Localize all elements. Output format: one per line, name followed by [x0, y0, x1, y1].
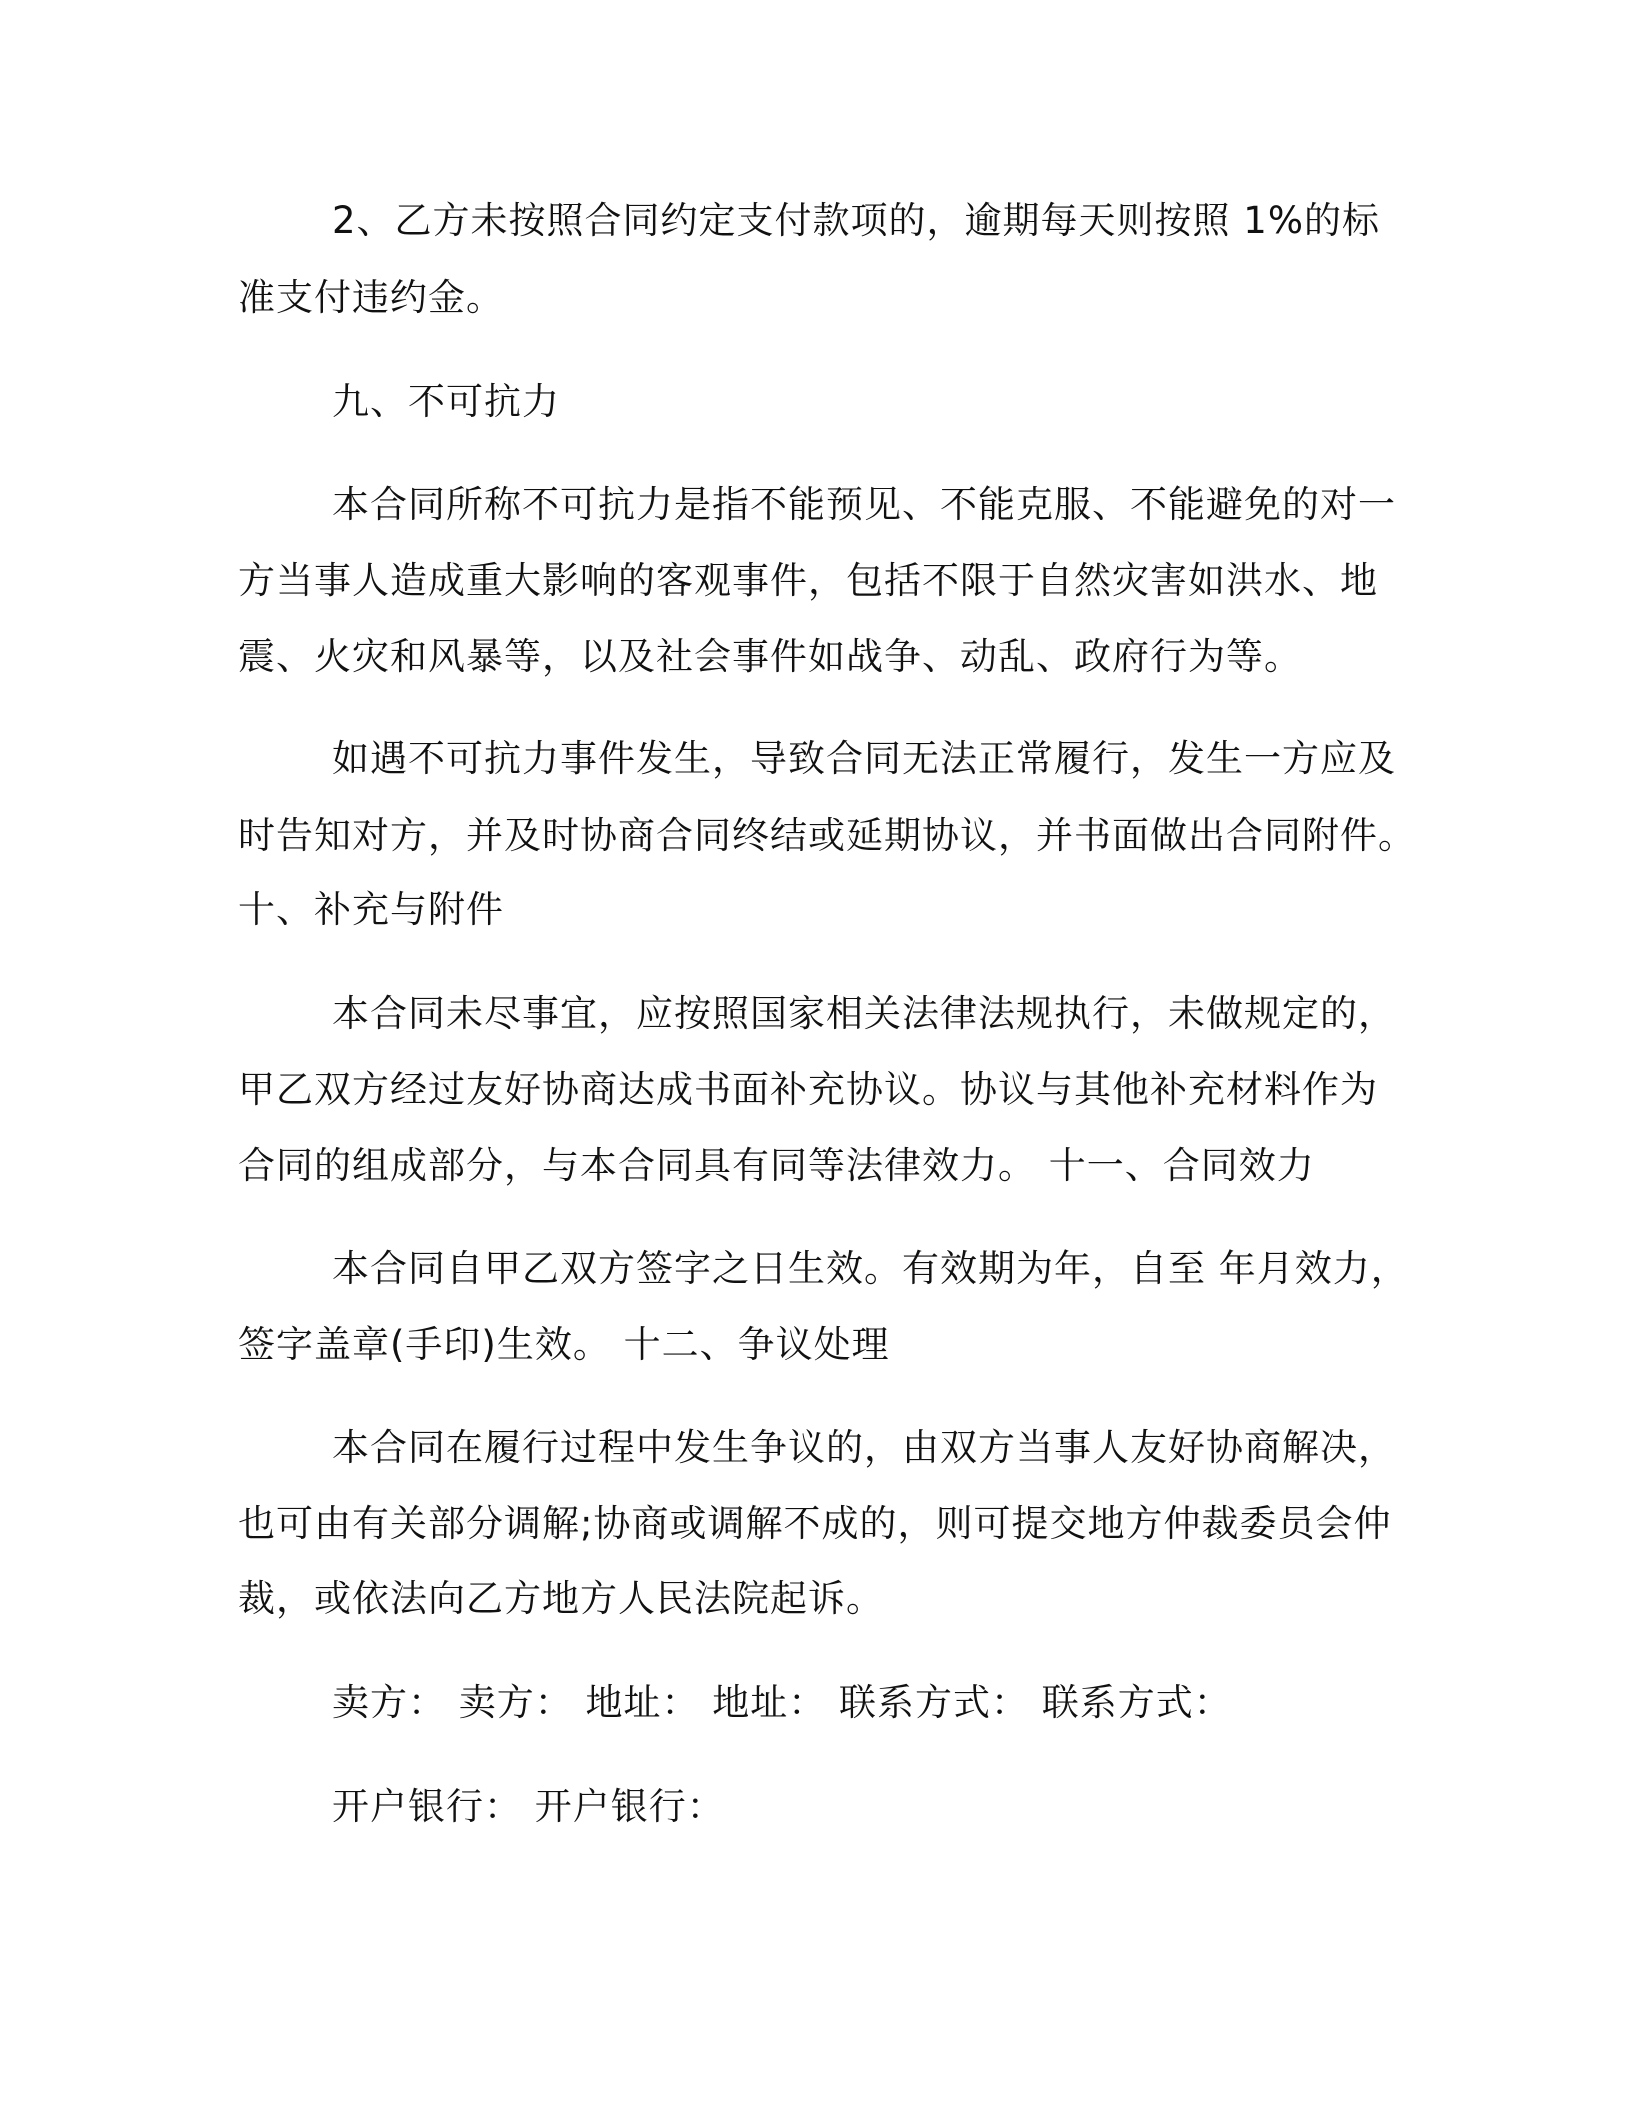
- clause-8-2-line-1: 2、乙方未按照合同约定支付款项的，逾期每天则按照 1%的标: [332, 199, 1380, 242]
- dispute-paragraph-line-2: 也可由有关部分调解;协商或调解不成的，则可提交地方仲裁委员会仲: [238, 1502, 1392, 1545]
- section-9-heading: 九、不可抗力: [332, 380, 560, 423]
- force-majeure-procedure-line-1: 如遇不可抗力事件发生，导致合同无法正常履行，发生一方应及: [332, 737, 1396, 780]
- effectiveness-paragraph-line-2: 签字盖章(手印)生效。 十二、争议处理: [238, 1323, 890, 1366]
- clause-8-2-line-2: 准支付违约金。: [238, 276, 504, 319]
- force-majeure-definition-line-3: 震、火灾和风暴等，以及社会事件如战争、动乱、政府行为等。: [238, 635, 1302, 678]
- dispute-paragraph-line-3: 裁，或依法向乙方地方人民法院起诉。: [238, 1577, 884, 1620]
- supplement-paragraph-line-3: 合同的组成部分，与本合同具有同等法律效力。 十一、合同效力: [238, 1144, 1315, 1187]
- force-majeure-definition-line-2: 方当事人造成重大影响的客观事件，包括不限于自然灾害如洪水、地: [238, 559, 1378, 602]
- supplement-paragraph-line-2: 甲乙双方经过友好协商达成书面补充协议。协议与其他补充材料作为: [238, 1068, 1378, 1111]
- force-majeure-procedure-line-2: 时告知对方，并及时协商合同终结或延期协议，并书面做出合同附件。: [238, 814, 1416, 857]
- bank-info-line: 开户银行： 开户银行：: [332, 1785, 725, 1828]
- effectiveness-paragraph-line-1: 本合同自甲乙双方签字之日生效。有效期为年，自至 年月效力，: [332, 1247, 1409, 1290]
- supplement-paragraph-line-1: 本合同未尽事宜，应按照国家相关法律法规执行，未做规定的，: [332, 992, 1396, 1035]
- force-majeure-definition-line-1: 本合同所称不可抗力是指不能预见、不能克服、不能避免的对一: [332, 483, 1396, 526]
- section-10-heading: 十、补充与附件: [238, 888, 504, 931]
- dispute-paragraph-line-1: 本合同在履行过程中发生争议的，由双方当事人友好协商解决，: [332, 1426, 1396, 1469]
- party-info-line: 卖方： 卖方： 地址： 地址： 联系方式： 联系方式：: [332, 1681, 1232, 1724]
